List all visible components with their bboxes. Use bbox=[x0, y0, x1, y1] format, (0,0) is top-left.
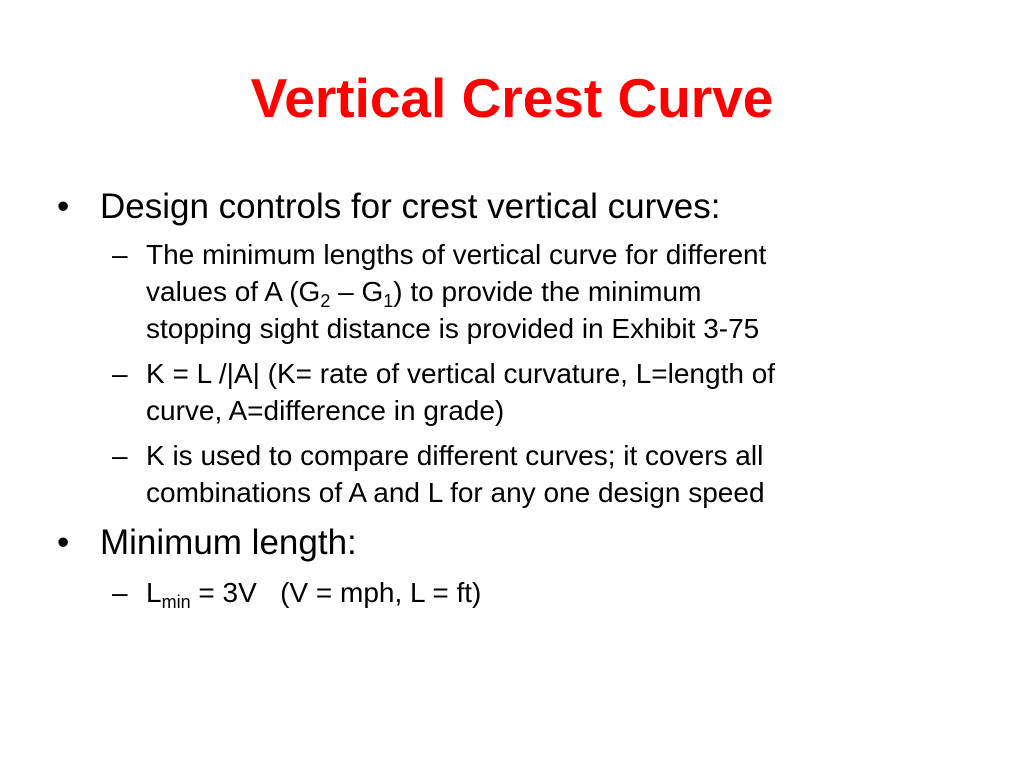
dash-mark: – bbox=[112, 358, 128, 389]
text-segment: values of A (G bbox=[146, 276, 321, 307]
sub-bullet-line: The minimum lengths of vertical curve for different bbox=[146, 239, 767, 270]
bullet-dot: • bbox=[57, 187, 70, 226]
sub-bullet-line bbox=[146, 276, 702, 311]
slide-title: Vertical Crest Curve bbox=[250, 67, 774, 129]
sub-bullet-text bbox=[146, 574, 481, 611]
sub-bullet-text bbox=[146, 355, 775, 429]
subscript: min bbox=[161, 592, 191, 612]
bullet-text: Design controls for crest vertical curves: bbox=[100, 187, 721, 226]
sub-bullet-line: stopping sight distance is provided in Exhibit 3-75 bbox=[146, 313, 760, 344]
subscript: 1 bbox=[383, 291, 394, 311]
formula-symbol: L bbox=[146, 577, 162, 608]
dash-mark: – bbox=[112, 239, 128, 270]
bullet-dot: • bbox=[57, 523, 70, 562]
sub-bullet-line: K = L /|A| (K= rate of vertical curvature, L=length of bbox=[146, 358, 776, 389]
text-segment: – G bbox=[330, 276, 384, 307]
sub-bullet-line: curve, A=difference in grade) bbox=[146, 395, 505, 426]
formula-rest: = 3V (V = mph, L = ft) bbox=[190, 577, 482, 608]
sub-bullet-text bbox=[146, 437, 765, 511]
bullet-text: Minimum length: bbox=[100, 523, 357, 562]
dash-mark: – bbox=[112, 577, 128, 608]
sub-bullet-text bbox=[146, 236, 766, 347]
sub-bullet-line: K is used to compare different curves; it covers all bbox=[146, 440, 764, 471]
subscript: 2 bbox=[320, 291, 331, 311]
text-segment: ) to provide the minimum bbox=[393, 276, 702, 307]
dash-mark: – bbox=[112, 440, 128, 471]
sub-bullet-line: combinations of A and L for any one design speed bbox=[146, 477, 765, 508]
